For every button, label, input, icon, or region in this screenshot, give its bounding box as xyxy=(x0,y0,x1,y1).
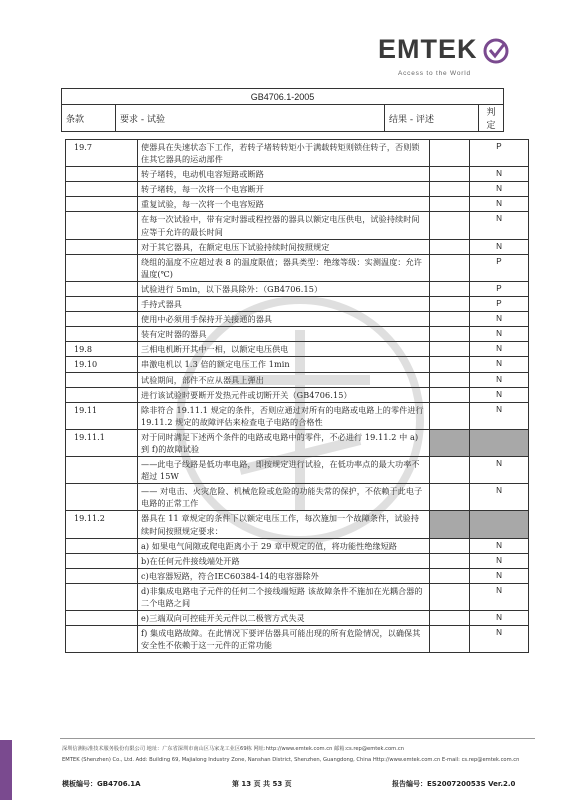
verdict-cell: N xyxy=(470,402,529,429)
verdict-cell: N xyxy=(470,372,529,387)
requirement-cell: 试验期间，部件不应从器具上弹出 xyxy=(138,372,430,387)
table-row xyxy=(66,254,529,281)
col-clause: 条款 xyxy=(62,105,116,132)
requirement-cell: 对于其它器具，在额定电压下试验持续时间按照规定 xyxy=(138,239,430,254)
table-row xyxy=(66,429,529,456)
verdict-cell: N xyxy=(470,327,529,342)
verdict-cell: N xyxy=(470,182,529,197)
table-row xyxy=(66,568,529,583)
clause-cell xyxy=(66,583,138,610)
clause-cell xyxy=(66,297,138,312)
result-cell xyxy=(430,297,470,312)
requirement-cell: 试验进行 5min，以下器具除外：（GB4706.15） xyxy=(138,281,430,296)
result-cell xyxy=(430,182,470,197)
clause-cell xyxy=(66,457,138,484)
clause-cell xyxy=(66,254,138,281)
result-cell xyxy=(430,239,470,254)
requirement-cell: 装有定时器的器具 xyxy=(138,327,430,342)
requirement-cell: c)电容器短路，符合IEC60384-14的电容器除外 xyxy=(138,568,430,583)
verdict-cell: N xyxy=(470,357,529,372)
col-verdict: 判定 xyxy=(479,105,504,132)
result-cell xyxy=(430,281,470,296)
result-cell xyxy=(430,167,470,182)
table-row xyxy=(66,182,529,197)
clause-cell: 19.10 xyxy=(66,357,138,372)
logo-wordmark: EMTEK xyxy=(378,34,478,64)
table-row xyxy=(66,297,529,312)
clause-cell xyxy=(66,626,138,653)
clause-cell xyxy=(66,182,138,197)
table-row xyxy=(66,239,529,254)
table-row xyxy=(66,212,529,239)
standard-header xyxy=(61,88,504,132)
result-cell xyxy=(430,372,470,387)
table-row xyxy=(66,312,529,327)
table-row xyxy=(66,538,529,553)
clause-cell xyxy=(66,568,138,583)
verdict-cell: N xyxy=(470,611,529,626)
result-cell xyxy=(430,611,470,626)
verdict-cell: N xyxy=(470,239,529,254)
accent-bar xyxy=(0,740,12,800)
verdict-cell: N xyxy=(470,484,529,511)
requirement-cell: 进行该试验时要断开发热元件或切断开关（GB4706.15） xyxy=(138,387,430,402)
clause-cell xyxy=(66,312,138,327)
clause-cell xyxy=(66,167,138,182)
requirement-cell: 使器具在失速状态下工作，若转子堵转转矩小于满载转矩则锁住转子，否则锁住其它器具的运动部件 xyxy=(138,140,430,167)
verdict-cell: P xyxy=(470,140,529,167)
requirement-cell: 使用中必须用手保持开关接通的器具 xyxy=(138,312,430,327)
verdict-cell: N xyxy=(470,583,529,610)
clause-cell xyxy=(66,611,138,626)
table-row xyxy=(66,140,529,167)
verdict-cell: N xyxy=(470,197,529,212)
result-cell xyxy=(430,402,470,429)
verdict-cell: P xyxy=(470,297,529,312)
table-row xyxy=(66,583,529,610)
verdict-cell xyxy=(470,511,529,538)
table-row xyxy=(66,511,529,538)
requirements-table xyxy=(65,139,529,653)
requirement-cell: 在每一次试验中，带有定时器或程控器的器具以额定电压供电，试验持续时间应等于允许的最长时间 xyxy=(138,212,430,239)
clause-cell xyxy=(66,484,138,511)
result-cell xyxy=(430,568,470,583)
requirement-cell: —— 对电击、火灾危险、机械危险或危险的功能失常的保护，不依赖于此电子电路的正常工作 xyxy=(138,484,430,511)
result-cell xyxy=(430,327,470,342)
requirement-cell: 转子堵转，电动机电容短路或断路 xyxy=(138,167,430,182)
verdict-cell: N xyxy=(470,457,529,484)
table-row xyxy=(66,626,529,653)
clause-cell: 19.8 xyxy=(66,342,138,357)
requirement-cell: f) 集成电路故障。在此情况下要评估器具可能出现的所有危险情况，以确保其安全性不依赖于这一元件的正常功能 xyxy=(138,626,430,653)
verdict-cell: N xyxy=(470,212,529,239)
logo-tagline: Access to the World xyxy=(398,70,471,77)
report-number: 报告编号：ES200720053S Ver.2.0 xyxy=(392,780,516,788)
standard-number: GB4706.1-2005 xyxy=(62,89,504,105)
result-cell xyxy=(430,511,470,538)
table-row xyxy=(66,553,529,568)
requirement-cell: ——此电子线路是低功率电路，即按规定进行试验，在低功率点的最大功率不超过 15W xyxy=(138,457,430,484)
clause-cell xyxy=(66,387,138,402)
footer-address-cn: 深圳信测标准技术服务股份有限公司 地址：广东省深圳市南山区马家龙工业区69栋 网址:http://www.emtek.com.cn 邮箱:cs.rep@emtek.com.cn xyxy=(62,746,405,752)
result-cell xyxy=(430,457,470,484)
clause-cell: 19.11.2 xyxy=(66,511,138,538)
result-cell xyxy=(430,357,470,372)
result-cell xyxy=(430,140,470,167)
result-cell xyxy=(430,626,470,653)
requirement-cell: 重复试验，每一次将一个电容短路 xyxy=(138,197,430,212)
requirement-cell: 转子堵转，每一次将一个电容断开 xyxy=(138,182,430,197)
table-row xyxy=(66,281,529,296)
verdict-cell: N xyxy=(470,553,529,568)
table-row xyxy=(66,372,529,387)
verdict-cell: N xyxy=(470,387,529,402)
table-row xyxy=(66,611,529,626)
result-cell xyxy=(430,429,470,456)
requirement-cell: 三相电机断开其中一相，以额定电压供电 xyxy=(138,342,430,357)
clause-cell: 19.7 xyxy=(66,140,138,167)
verdict-cell: N xyxy=(470,167,529,182)
footer-address-en: EMTEK (Shenzhen) Co., Ltd. Add: Building 69, Majialong Industry Zone, Nanshan District, Shenzhen, Guangdong, China Http://www.emtek.com.cn E-mail: cs.rep@emtek.com.cn xyxy=(62,757,520,763)
table-row xyxy=(66,167,529,182)
result-cell xyxy=(430,254,470,281)
col-result: 结果 - 评述 xyxy=(385,105,479,132)
verdict-cell: P xyxy=(470,281,529,296)
verdict-cell xyxy=(470,429,529,456)
verdict-cell: N xyxy=(470,342,529,357)
requirement-cell: 绕组的温度不应超过表 8 的温度限值；器具类型：绝缘等级：实测温度：允许温度(℃) xyxy=(138,254,430,281)
table-row xyxy=(66,197,529,212)
requirement-cell: 除非符合 19.11.1 规定的条件，否则应通过对所有的电路或电路上的零件进行 19.11.2 规定的故障评估来检查电子电路的合格性 xyxy=(138,402,430,429)
result-cell xyxy=(430,484,470,511)
requirement-cell: d)非集成电路电子元件的任何二个接线端短路 该故障条件不施加在光耦合器的二个电路之间 xyxy=(138,583,430,610)
clause-cell xyxy=(66,197,138,212)
table-row xyxy=(66,457,529,484)
clause-cell xyxy=(66,372,138,387)
table-row xyxy=(66,387,529,402)
result-cell xyxy=(430,312,470,327)
verdict-cell: N xyxy=(470,568,529,583)
page-number: 第 13 页 共 53 页 xyxy=(232,780,292,788)
requirement-cell: b)在任何元件接线端处开路 xyxy=(138,553,430,568)
result-cell xyxy=(430,387,470,402)
result-cell xyxy=(430,212,470,239)
col-requirement: 要求 - 试验 xyxy=(116,105,385,132)
result-cell xyxy=(430,342,470,357)
logo-check-icon xyxy=(483,38,511,64)
clause-cell: 19.11.1 xyxy=(66,429,138,456)
result-cell xyxy=(430,553,470,568)
verdict-cell: N xyxy=(470,312,529,327)
verdict-cell: P xyxy=(470,254,529,281)
result-cell xyxy=(430,583,470,610)
clause-cell: 19.11 xyxy=(66,402,138,429)
requirement-cell: 手持式器具 xyxy=(138,297,430,312)
requirement-cell: a) 如果电气间隙或爬电距离小于 29 章中规定的值，将功能性绝缘短路 xyxy=(138,538,430,553)
clause-cell xyxy=(66,538,138,553)
result-cell xyxy=(430,538,470,553)
requirement-cell: 对于同时满足下述两个条件的电路或电路中的零件，不必进行 19.11.2 中 a)到 f)的故障试验 xyxy=(138,429,430,456)
requirement-cell: e)三端双向可控硅开关元件以二极管方式失灵 xyxy=(138,611,430,626)
result-cell xyxy=(430,197,470,212)
footer-divider xyxy=(60,738,535,739)
requirement-cell: 器具在 11 章规定的条件下以额定电压工作，每次施加一个故障条件，试验持续时间按照规定要求： xyxy=(138,511,430,538)
table-row xyxy=(66,402,529,429)
clause-cell xyxy=(66,239,138,254)
clause-cell xyxy=(66,212,138,239)
table-row xyxy=(66,484,529,511)
verdict-cell: N xyxy=(470,626,529,653)
template-number: 模板编号：GB4706.1A xyxy=(62,780,141,788)
clause-cell xyxy=(66,327,138,342)
clause-cell xyxy=(66,281,138,296)
verdict-cell: N xyxy=(470,538,529,553)
table-row xyxy=(66,327,529,342)
table-row xyxy=(66,357,529,372)
table-row xyxy=(66,342,529,357)
clause-cell xyxy=(66,553,138,568)
requirement-cell: 串激电机以 1.3 倍的额定电压工作 1min xyxy=(138,357,430,372)
